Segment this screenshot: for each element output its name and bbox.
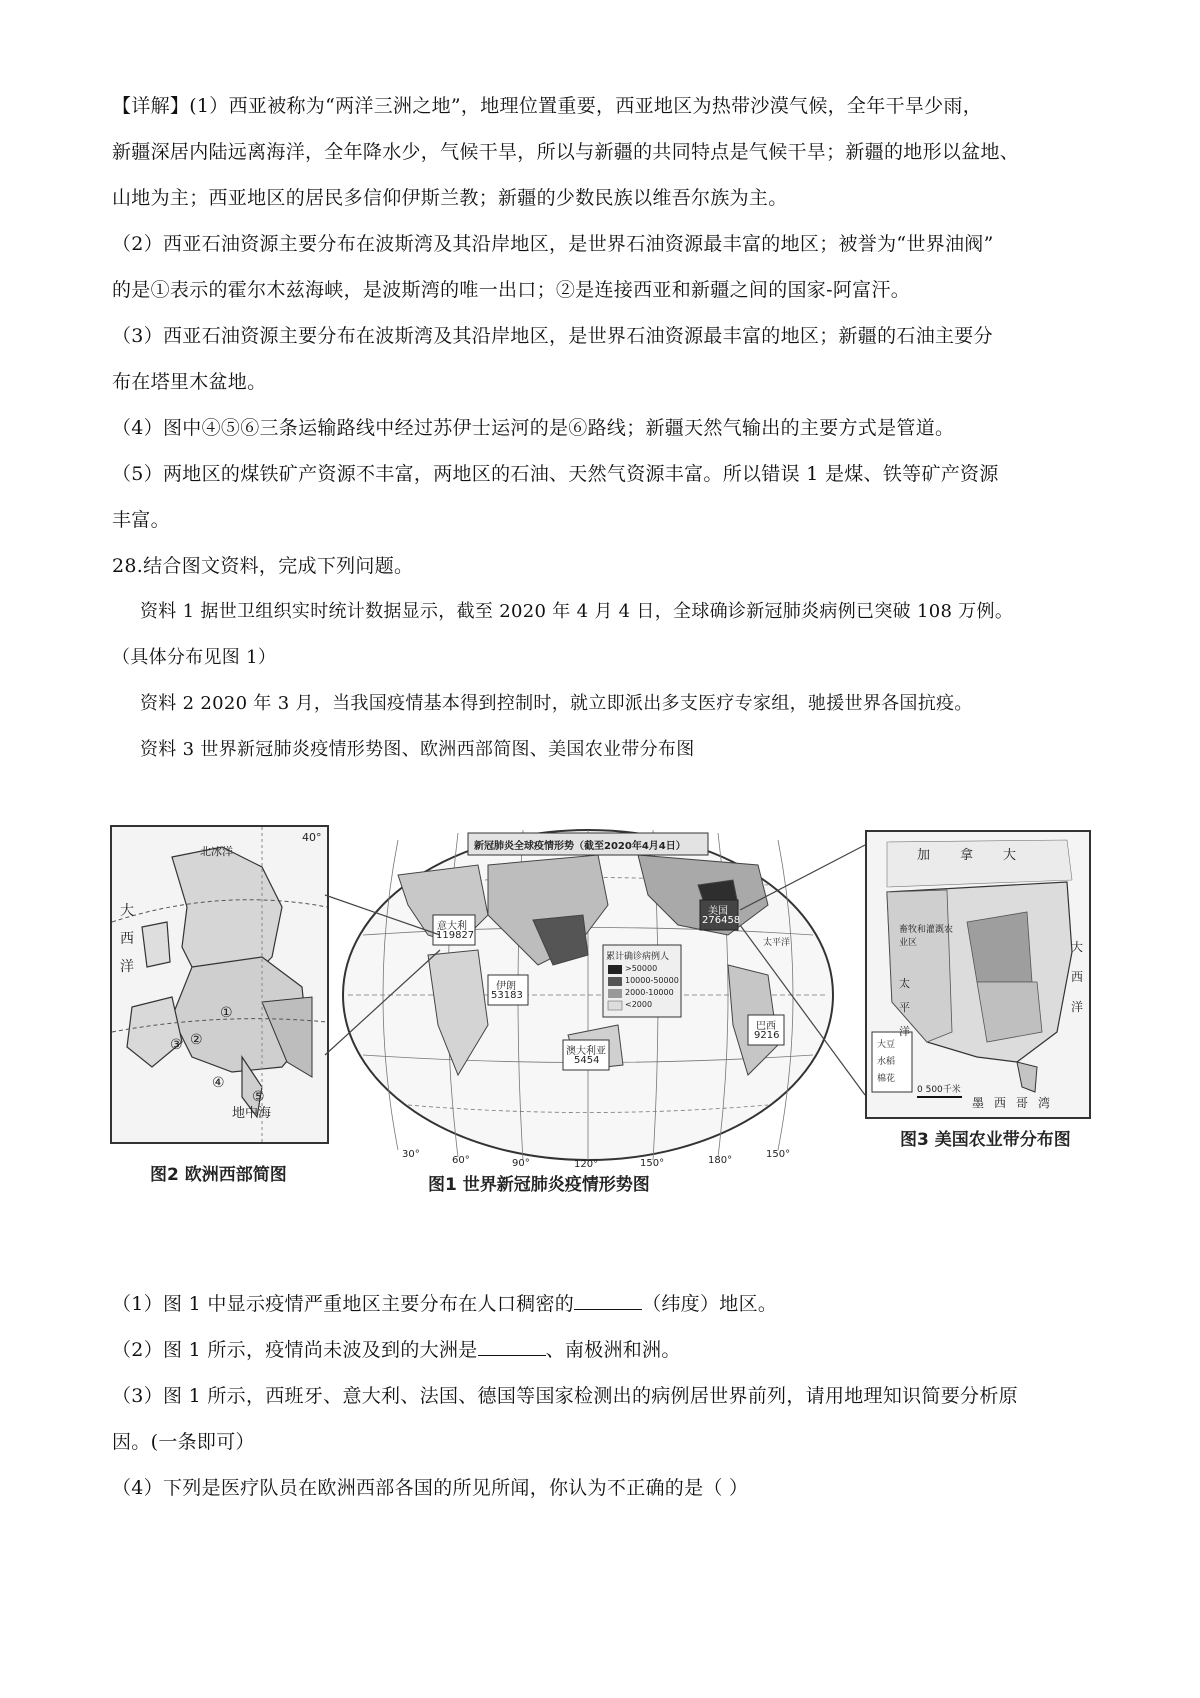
material-1-line-2: （具体分布见图 1） bbox=[112, 647, 277, 668]
subquestion-1 bbox=[112, 1290, 777, 1318]
fig1-lon-6: 180° bbox=[708, 1155, 733, 1166]
subquestion-2 bbox=[112, 1336, 681, 1364]
fig1-iran-count: 53183 bbox=[491, 990, 523, 1001]
fig2-mark-3: ③ bbox=[170, 1037, 183, 1053]
subquestion-1-suffix: （纬度）地区。 bbox=[642, 1293, 778, 1315]
fig3-caption: 图3 美国农业带分布图 bbox=[900, 1130, 1071, 1150]
fig1-italy-label: 意大利 bbox=[437, 921, 467, 932]
fig1-lon-2: 60° bbox=[452, 1155, 470, 1166]
fig2-arctic-label: 北冰洋 bbox=[200, 845, 233, 858]
fig2-med-label: 地中海 bbox=[232, 1106, 272, 1121]
fig2-lat-label: 40° bbox=[302, 831, 322, 844]
fig1-legend-2: 10000-50000 bbox=[625, 976, 679, 985]
fig2-caption: 图2 欧洲西部简图 bbox=[150, 1165, 287, 1185]
fig2-mark-4: ④ bbox=[212, 1075, 225, 1091]
detail-line-8: （4）图中④⑤⑥三条运输路线中经过苏伊士运河的是⑥路线；新疆天然气输出的主要方式是管道。 bbox=[112, 417, 955, 439]
detail-line-5: 的是①表示的霍尔木兹海峡，是波斯湾的唯一出口；②是连接西亚和新疆之间的国家-阿富汗。 bbox=[112, 279, 911, 301]
fig1-australia-label: 澳大利亚 bbox=[566, 1046, 606, 1057]
fig1-lon-4: 120° bbox=[574, 1159, 599, 1170]
fig1-pacific-label: 太平洋 bbox=[763, 938, 791, 948]
question-28-title: 28.结合图文资料，完成下列问题。 bbox=[112, 555, 414, 577]
subquestion-3-line-1: （3）图 1 所示，西班牙、意大利、法国、德国等国家检测出的病例居世界前列，请用地理知识简要分析原 bbox=[112, 1385, 1018, 1407]
subquestion-1-prefix: （1）图 1 中显示疫情严重地区主要分布在人口稠密的 bbox=[112, 1293, 575, 1315]
fig2-atlantic-label: 大西洋 bbox=[120, 903, 134, 975]
fig3-atlantic-label: 大西洋 bbox=[1071, 940, 1084, 1014]
material-2: 资料 2 2020 年 3 月，当我国疫情基本得到控制时，就立即派出多支医疗专家组，驰援世界各国抗疫。 bbox=[140, 693, 973, 714]
fig1-legend-3: 2000-10000 bbox=[625, 988, 674, 997]
fig1-lon-5: 150° bbox=[640, 1158, 665, 1169]
subquestion-2-prefix: （2）图 1 所示，疫情尚未波及到的大洲是 bbox=[112, 1339, 478, 1361]
detail-line-6: （3）西亚石油资源主要分布在波斯湾及其沿岸地区，是世界石油资源最丰富的地区；新疆的石油主要分 bbox=[112, 325, 993, 347]
figure-group bbox=[110, 825, 1090, 1235]
fig1-australia-count: 5454 bbox=[574, 1055, 600, 1066]
detail-line-7: 布在塔里木盆地。 bbox=[112, 371, 267, 393]
fig3-pacific-label: 太平洋 bbox=[899, 977, 910, 1038]
fig2-mark-2: ② bbox=[190, 1032, 203, 1048]
fig3-legend-1: 大豆 bbox=[877, 1040, 896, 1050]
detail-line-10: 丰富。 bbox=[112, 509, 170, 531]
fig1-us-count: 276458 bbox=[702, 915, 741, 926]
fig1-title: 新冠肺炎全球疫情形势（截至2020年4月4日） bbox=[474, 841, 686, 852]
fig2-mark-5: ⑤ bbox=[252, 1089, 265, 1105]
fig1-legend-1: >50000 bbox=[625, 964, 658, 973]
fig1-legend-4: <2000 bbox=[625, 1000, 653, 1009]
subquestion-4: （4）下列是医疗队员在欧洲西部各国的所见所闻，你认为不正确的是（ ） bbox=[112, 1477, 749, 1499]
fig3-gulf-label: 墨西哥湾 bbox=[972, 1096, 1061, 1110]
detail-line-9: （5）两地区的煤铁矿产资源不丰富，两地区的石油、天然气资源丰富。所以错误 1 是煤、铁等矿产资源 bbox=[112, 463, 999, 485]
fig1-brazil-count: 9216 bbox=[754, 1030, 780, 1041]
fig1-lon-7: 150° bbox=[766, 1149, 791, 1160]
fig3-canada-label: 加拿大 bbox=[917, 848, 1047, 863]
fig3-legend-2: 水稻 bbox=[877, 1057, 896, 1067]
fig1-legend-title: 累计确诊病例人 bbox=[606, 952, 670, 962]
fig1-brazil-label: 巴西 bbox=[756, 1021, 776, 1032]
fig1-lon-1: 30° bbox=[402, 1149, 420, 1160]
fig3-zone-label: 畜牧和灌溉农业区 bbox=[899, 925, 954, 948]
fig1-us-label: 美国 bbox=[708, 906, 728, 917]
material-3: 资料 3 世界新冠肺炎疫情形势图、欧洲西部简图、美国农业带分布图 bbox=[140, 739, 695, 760]
fig3-scale-label: 0 500千米 bbox=[917, 1085, 961, 1095]
fig1-lon-3: 90° bbox=[512, 1158, 530, 1169]
fig1-caption: 图1 世界新冠肺炎疫情形势图 bbox=[428, 1175, 650, 1195]
fig3-legend-3: 棉花 bbox=[877, 1074, 896, 1084]
subquestion-2-suffix: 、南极洲和洲。 bbox=[545, 1339, 681, 1361]
fig1-italy-count: 119827 bbox=[436, 930, 475, 941]
detail-line-1: 【详解】(1）西亚被称为“两洋三洲之地”，地理位置重要，西亚地区为热带沙漠气候，全年干旱少雨， bbox=[112, 95, 983, 117]
fig2-mark-1: ① bbox=[220, 1005, 233, 1021]
fig1-iran-label: 伊朗 bbox=[496, 981, 516, 992]
answer-blank-1[interactable] bbox=[574, 1291, 642, 1310]
detail-line-3: 山地为主；西亚地区的居民多信仰伊斯兰教；新疆的少数民族以维吾尔族为主。 bbox=[112, 187, 788, 209]
subquestion-3-line-2: 因。(一条即可） bbox=[112, 1431, 255, 1453]
fig3-us-map bbox=[865, 830, 1091, 1119]
detail-line-2: 新疆深居内陆远离海洋，全年降水少，气候干旱，所以与新疆的共同特点是气候干旱；新疆的地形以盆地、 bbox=[112, 141, 1020, 163]
material-1-line-1: 资料 1 据世卫组织实时统计数据显示，截至 2020 年 4 月 4 日，全球确诊新冠肺炎病例已突破 108 万例。 bbox=[140, 601, 1014, 622]
detail-line-4: （2）西亚石油资源主要分布在波斯湾及其沿岸地区，是世界石油资源最丰富的地区；被誉为“世界油阀” bbox=[112, 233, 994, 255]
answer-blank-2[interactable] bbox=[478, 1337, 546, 1356]
